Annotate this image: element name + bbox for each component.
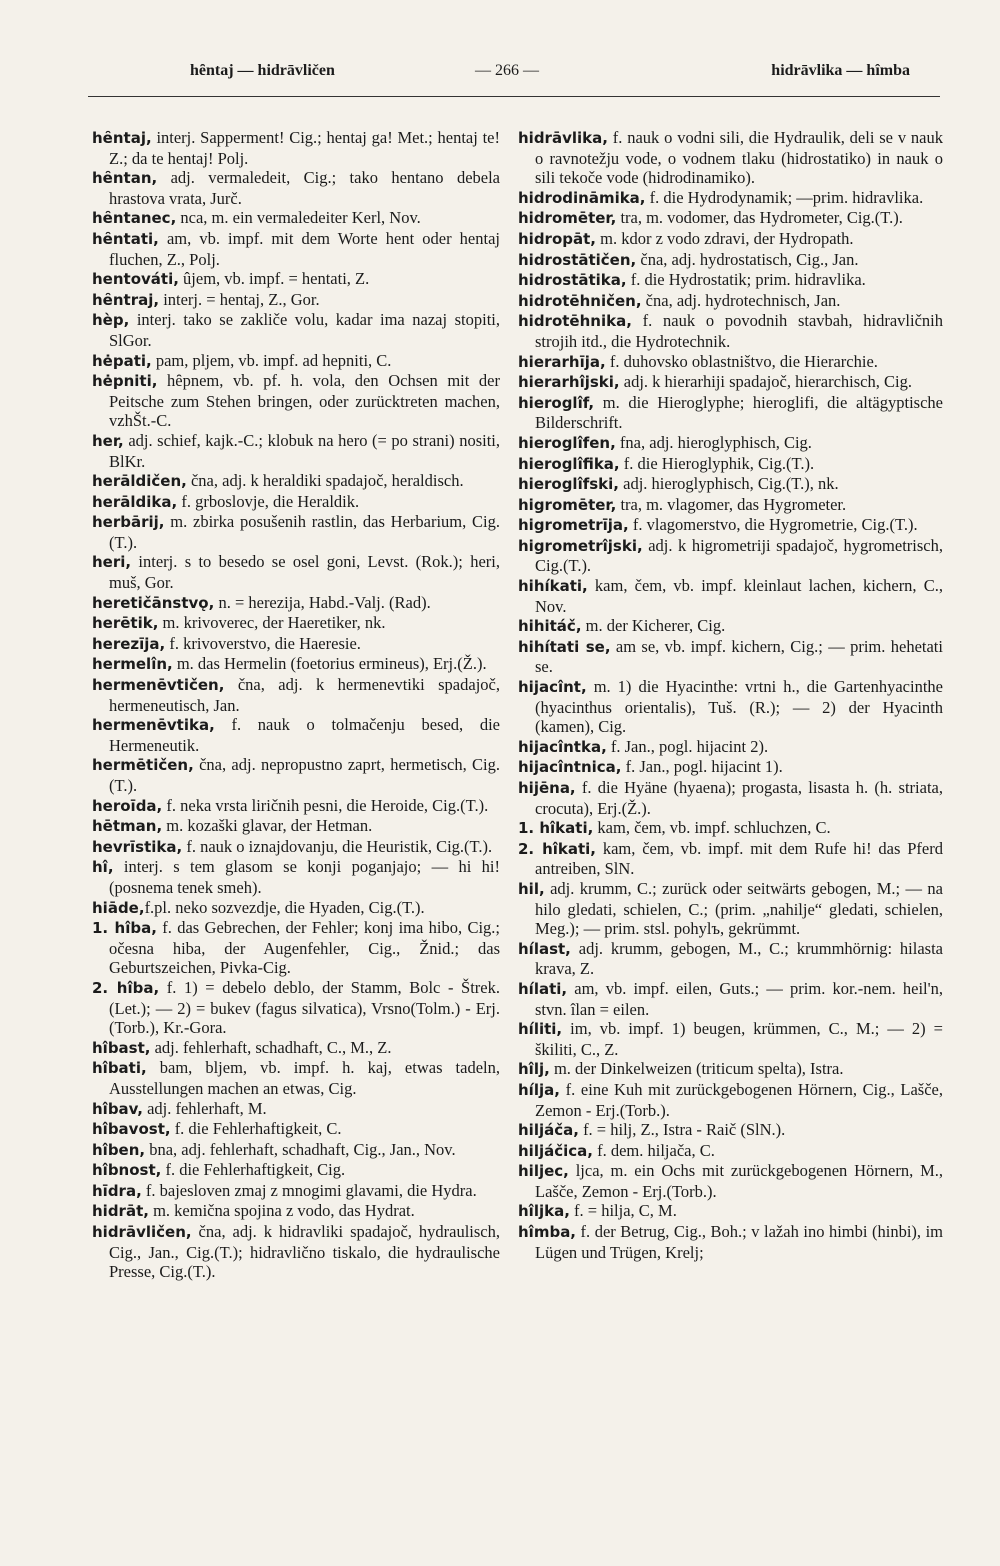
entry-headword: hidromēter, (518, 209, 617, 228)
entry-definition: adj. vermaledeit, Cig.; tako hentano debela hrastova vrata, Jurč. (109, 168, 500, 208)
entry-definition: f. das Gebrechen, der Fehler; konj ima hibo, Cig.; očesna hiba, der Augenfehler, Cig., Žnid.; das Geburtszeichen, Pivka-Cig. (109, 918, 500, 978)
entry-headword: hihitáč, (518, 617, 582, 636)
page-header (90, 62, 940, 88)
entry-definition: f. 1) = debelo deblo, der Stamm, Bolc - Štrek.(Let.); — 2) = bukev (fagus silvatica), Vrsno(Tolm.) - Erj.(Torb.), Kr.-Gora. (109, 977, 500, 1038)
dictionary-entry (518, 372, 943, 393)
dictionary-entry (92, 978, 500, 1038)
entry-definition: m. 1) die Hyacinthe: vrtni h., die Gartenhyacinthe (hyacinthus orientalis), Tuš. (R.); — 2) der Hyacinth (kamen), Cig. (535, 677, 943, 737)
entry-headword: herāldika, (92, 492, 178, 511)
entry-headword: hîmba, (518, 1223, 577, 1242)
entry-headword: hèp, (92, 311, 130, 330)
dictionary-entry (518, 839, 943, 879)
dictionary-entry (518, 433, 943, 454)
dictionary-entry (92, 1038, 500, 1059)
entry-definition: ljca, m. ein Ochs mit zurückgebogenen Hörnern, M., Lašče, Zemon - Erj.(Torb.). (535, 1161, 943, 1201)
entry-headword: hieroglîfen, (518, 433, 616, 452)
entry-headword: hierarhîjski, (518, 373, 620, 392)
dictionary-entry (92, 918, 500, 978)
dictionary-entry (518, 250, 943, 271)
entry-headword: hierarhīja, (518, 352, 606, 371)
dictionary-entry (92, 634, 500, 655)
entry-definition: f. neka vrsta liričnih pesni, die Heroide, Cig.(T.). (162, 795, 489, 815)
entry-headword: hîlj, (518, 1060, 550, 1079)
dictionary-entry (92, 1181, 500, 1202)
entry-headword: hermenēvtičen, (92, 676, 225, 695)
entry-definition: f. die Fehlerhaftigkeit, C. (170, 1119, 342, 1139)
dictionary-entry (518, 939, 943, 979)
dictionary-entry (92, 654, 500, 675)
dictionary-entry (92, 269, 500, 290)
dictionary-entry (92, 208, 500, 229)
entry-definition: adj. fehlerhaft, schadhaft, C., M., Z. (150, 1037, 392, 1057)
dictionary-entry (518, 474, 943, 495)
entry-headword: herbārij, (92, 513, 165, 532)
entry-headword: hiljáča, (518, 1121, 579, 1140)
entry-definition: n. = herezija, Habd.-Valj. (Rad). (214, 592, 431, 612)
dictionary-entry (92, 310, 500, 350)
entry-headword: hîbnost, (92, 1161, 162, 1180)
entry-headword: hevrīstika, (92, 837, 183, 856)
dictionary-entry (92, 1160, 500, 1181)
entry-definition: m. die Hieroglyphe; hieroglifi, die altägyptische Bilderschrift. (535, 392, 943, 433)
dictionary-entry (518, 515, 943, 536)
entry-definition: f. eine Kuh mit zurückgebogenen Hörnern, Cig., Lašče, Zemon - Erj.(Torb.). (535, 1079, 943, 1120)
dictionary-entry (518, 1161, 943, 1201)
entry-headword: hȇntan, (92, 169, 158, 188)
entry-definition: bna, adj. fehlerhaft, schadhaft, Cig., Jan., Nov. (145, 1139, 456, 1159)
entry-definition: kam, čem, vb. impf. schluchzen, C. (593, 818, 831, 838)
entry-definition: čna, adj. k hidravliki spadajoč, hydraulisch, Cig., Jan., Cig.(T.); hidravlično tiskalo, die hydraulische Presse, Cig.(T.). (109, 1222, 500, 1282)
entry-definition: interj. Sapperment! Cig.; hentaj ga! Met.; hentaj te! Z.; da te hentaj! Polj. (109, 128, 500, 168)
dictionary-entry (518, 576, 943, 616)
dictionary-entry (518, 270, 943, 291)
dictionary-entry (518, 677, 943, 737)
dictionary-entry (92, 675, 500, 715)
entry-definition: nca, m. ein vermaledeiter Kerl, Nov. (176, 208, 421, 228)
entry-definition: f. die Fehlerhaftigkeit, Cig. (161, 1160, 346, 1180)
dictionary-entry (92, 796, 500, 817)
dictionary-entry (518, 536, 943, 576)
entry-headword: hil, (518, 879, 545, 898)
dictionary-entry (92, 168, 500, 208)
entry-definition: f.pl. neko sozvezdje, die Hyaden, Cig.(T.). (144, 897, 425, 917)
dictionary-entry (518, 1059, 943, 1080)
dictionary-entry (92, 512, 500, 552)
entry-definition: interj. s tem glasom se konji poganjajo; — hi hi! (posnema tenek smeh). (109, 857, 500, 897)
entry-headword: hílast, (518, 939, 571, 958)
entry-headword: hidrostātičen, (518, 250, 637, 269)
dictionary-entry (518, 737, 943, 758)
entry-headword: hiljec, (518, 1162, 569, 1181)
entry-definition: f. Jan., pogl. hijacint 1). (621, 757, 783, 777)
entry-headword: hîben, (92, 1140, 146, 1159)
dictionary-entry (92, 1140, 500, 1161)
dictionary-entry (92, 492, 500, 513)
dictionary-entry (92, 431, 500, 471)
entry-definition: fna, adj. hieroglyphisch, Cig. (615, 432, 812, 452)
dictionary-entry (518, 495, 943, 516)
entry-definition: f. nauk o vodni sili, die Hydraulik, deli se v nauk o ravnotežju vode, o vodnem tlaku (hidrostatiko) in nauk o sili tekoče vode (hidrodinamiko). (535, 128, 943, 188)
entry-headword: hermelîn, (92, 655, 173, 674)
entry-headword: hidropāt, (518, 229, 596, 248)
entry-definition: ûjem, vb. impf. = hentati, Z. (178, 269, 370, 289)
entry-headword: hermenēvtika, (92, 716, 215, 735)
entry-headword: herētik, (92, 614, 159, 633)
dictionary-entry (92, 471, 500, 492)
entry-definition: adj. k hierarhiji spadajoč, hierarchisch, Cig. (619, 372, 912, 392)
entry-headword: higromēter, (518, 495, 617, 514)
dictionary-entry (92, 1058, 500, 1098)
entry-headword: hidrodināmika, (518, 188, 646, 207)
entry-headword: hȇntaj, (92, 129, 152, 147)
entry-definition: tra, m. vlagomer, das Hygrometer. (616, 494, 847, 514)
entry-headword: hijacîntka, (518, 737, 607, 756)
entry-definition: f. nauk o povodnih stavbah, hidravličnih strojih itd., die Hydrotechnik. (535, 311, 943, 351)
dictionary-entry (518, 778, 943, 818)
dictionary-entry (92, 371, 500, 431)
entry-definition: m. kdor z vodo zdravi, der Hydropath. (596, 228, 854, 248)
entry-headword: hílja, (518, 1080, 560, 1099)
dictionary-entry (518, 1201, 943, 1222)
entry-headword: hîbav, (92, 1099, 143, 1118)
dictionary-entry (92, 837, 500, 858)
dictionary-entry (518, 818, 943, 839)
dictionary-entry (92, 715, 500, 755)
entry-definition: f. bajesloven zmaj z mnogimi glavami, die Hydra. (141, 1180, 477, 1200)
dictionary-entry (92, 1119, 500, 1140)
entry-definition: f. nauk o tolmačenju besed, die Hermeneutik. (109, 715, 500, 755)
entry-definition: m. das Hermelin (foetorius ermineus), Erj.(Ž.). (172, 654, 487, 674)
entry-definition: m. der Kicherer, Cig. (581, 616, 726, 636)
dictionary-entry (92, 290, 500, 311)
entry-definition: adj. schief, kajk.-C.; klobuk na hero (= po strani) nositi, BlKr. (109, 430, 500, 471)
entry-headword: híliti, (518, 1020, 563, 1039)
entry-headword: higrometrîjski, (518, 536, 643, 555)
entry-definition: hȇpnem, vb. pf. h. vola, den Ochsen mit der Peitsche zum Stehen bringen, oder zurücktreten machen, vzhŠt.-C. (109, 371, 500, 431)
dictionary-entry (92, 1201, 500, 1222)
dictionary-entry (92, 552, 500, 592)
entry-headword: heretičānstvǫ, (92, 593, 215, 612)
dictionary-entry (92, 128, 500, 168)
entry-headword: hidrotēhničen, (518, 291, 642, 310)
entry-headword: hȇntraj, (92, 290, 160, 309)
entry-headword: 2. hîkati, (518, 839, 596, 858)
entry-definition: m. kozaški glavar, der Hetman. (162, 816, 373, 836)
entry-definition: pam, pljem, vb. impf. ad hepniti, C. (151, 350, 392, 370)
dictionary-entry (92, 229, 500, 269)
header-right-guideword: hidrāvlika — hîmba (771, 62, 910, 79)
entry-headword: hiljáčica, (518, 1141, 593, 1160)
dictionary-entry (518, 979, 943, 1019)
dictionary-entry (92, 1099, 500, 1120)
entry-headword: hijacîntnica, (518, 758, 622, 777)
entry-definition: čna, adj. nepropustno zaprt, hermetisch, Cig.(T.). (109, 755, 500, 795)
entry-definition: f. = hilja, C, M. (569, 1201, 677, 1221)
entry-headword: hidrostātika, (518, 271, 627, 290)
entry-headword: 1. hîba, (92, 919, 157, 938)
entry-headword: hėpniti, (92, 372, 158, 391)
entry-definition: f. die Hyäne (hyaena); progasta, lisasta h. (h. striata, crocuta), Erj.(Ž.). (535, 778, 943, 818)
entry-definition: kam, čem, vb. impf. mit dem Rufe hi! das Pferd antreiben, SlN. (535, 838, 943, 879)
entry-definition: f. vlagomerstvo, die Hygrometrie, Cig.(T.). (628, 515, 918, 535)
dictionary-entry (92, 613, 500, 634)
dictionary-entry (518, 1019, 943, 1059)
entry-headword: hieroglîfski, (518, 475, 619, 494)
entry-definition: m. der Dinkelweizen (triticum spelta), Istra. (549, 1059, 844, 1079)
entry-definition: interj. tako se zakliče volu, kadar ima nazaj stopiti, SlGor. (109, 310, 500, 350)
dictionary-entry (518, 311, 943, 351)
dictionary-entry (518, 616, 943, 637)
dictionary-entry (92, 857, 500, 897)
dictionary-entry (518, 393, 943, 433)
entry-definition: f. die Hieroglyphik, Cig.(T.). (619, 453, 815, 473)
left-column (92, 128, 500, 1282)
entry-headword: herāldičen, (92, 472, 187, 491)
dictionary-entry (518, 879, 943, 939)
entry-headword: hētman, (92, 817, 163, 836)
entry-headword: 1. hîkati, (518, 819, 594, 838)
entry-headword: hȇntati, (92, 229, 159, 248)
entry-headword: hidrāvličen, (92, 1223, 192, 1242)
entry-headword: hijacînt, (518, 678, 587, 697)
entry-definition: f. krivoverstvo, die Haeresie. (165, 633, 361, 653)
entry-definition: adj. hieroglyphisch, Cig.(T.), nk. (619, 474, 839, 494)
dictionary-entry (92, 816, 500, 837)
entry-headword: hermētičen, (92, 756, 194, 775)
entry-definition: am, vb. impf. eilen, Guts.; — prim. kor.-nem. heil'n, stvn. îlan = eilen. (535, 978, 943, 1019)
entry-headword: hȇntanec, (92, 209, 177, 228)
dictionary-entry (518, 1222, 943, 1262)
entry-definition: kam, čem, vb. impf. kleinlaut lachen, kichern, C., Nov. (535, 576, 943, 616)
entry-definition: čna, adj. hydrostatisch, Cig., Jan. (636, 249, 859, 269)
entry-definition: am se, vb. impf. kichern, Cig.; — prim. hehetati se. (535, 636, 943, 677)
entry-definition: f. nauk o iznajdovanju, die Heuristik, Cig.(T.). (182, 836, 493, 856)
entry-definition: m. kemična spojina z vodo, das Hydrat. (148, 1201, 415, 1221)
entry-definition: f. grboslovje, die Heraldik. (177, 491, 360, 511)
dictionary-entry (518, 1141, 943, 1162)
dictionary-entry (518, 454, 943, 475)
dictionary-entry (518, 637, 943, 677)
entry-definition: f. Jan., pogl. hijacint 2). (606, 736, 769, 756)
entry-definition: interj. s to besedo se osel goni, Levst. (Rok.); heri, muš, Gor. (109, 552, 500, 593)
entry-definition: m. zbirka posušenih rastlin, das Herbarium, Cig.(T.). (109, 512, 500, 552)
entry-headword: hîljka, (518, 1202, 570, 1221)
entry-headword: hî, (92, 858, 114, 877)
right-column (518, 128, 943, 1262)
entry-definition: m. krivoverec, der Haeretiker, nk. (158, 613, 386, 633)
entry-headword: hiāde, (92, 898, 145, 917)
entry-headword: hihíkati, (518, 577, 588, 596)
entry-headword: hieroglîfika, (518, 454, 620, 473)
dictionary-entry (92, 593, 500, 614)
entry-headword: hijēna, (518, 779, 576, 797)
dictionary-entry (92, 755, 500, 795)
dictionary-entry (92, 898, 500, 919)
entry-headword: herezīja, (92, 634, 166, 653)
entry-definition: f. dem. hiljača, C. (592, 1140, 715, 1160)
entry-definition: adj. fehlerhaft, M. (142, 1098, 267, 1118)
page-number: — 266 — (475, 62, 539, 79)
header-rule (88, 96, 940, 97)
entry-definition: tra, m. vodomer, das Hydrometer, Cig.(T.). (616, 208, 903, 228)
entry-definition: f. die Hydrostatik; prim. hidravlika. (626, 270, 866, 290)
entry-headword: her, (92, 431, 124, 450)
entry-headword: hīdra, (92, 1181, 142, 1200)
entry-headword: hentováti, (92, 270, 179, 289)
entry-definition: adj. k higrometriji spadajoč, hygrometrisch, Cig.(T.). (535, 535, 943, 576)
entry-definition: f. = hilj, Z., Istra - Raič (SlN.). (578, 1120, 786, 1140)
entry-definition: am, vb. impf. mit dem Worte hent oder hentaj fluchen, Z., Polj. (109, 228, 500, 269)
dictionary-entry (92, 351, 500, 372)
dictionary-entry (518, 291, 943, 312)
entry-definition: f. der Betrug, Cig., Boh.; v lažah ino himbi (hinbi), im Lügen und Trügen, Krelj; (535, 1222, 943, 1262)
entry-definition: f. duhovsko oblastništvo, die Hierarchie. (605, 351, 878, 371)
dictionary-entry (518, 128, 943, 188)
entry-definition: čna, adj. k hermenevtiki spadajoč, hermeneutisch, Jan. (109, 675, 500, 715)
dictionary-entry (92, 1222, 500, 1282)
dictionary-entry (518, 1080, 943, 1120)
dictionary-entry (518, 229, 943, 250)
entry-headword: hílati, (518, 979, 568, 998)
entry-definition: f. die Hydrodynamik; —prim. hidravlika. (645, 187, 924, 207)
entry-headword: hieroglîf, (518, 393, 595, 412)
entry-headword: 2. hîba, (92, 978, 160, 997)
entry-headword: hihítati se, (518, 637, 611, 656)
entry-definition: interj. = hentaj, Z., Gor. (159, 289, 320, 309)
entry-headword: hėpati, (92, 351, 152, 370)
entry-definition: im, vb. impf. 1) beugen, krümmen, C., M.; — 2) = škiliti, C., Z. (535, 1019, 943, 1059)
entry-headword: hidrāvlika, (518, 129, 608, 147)
dictionary-entry (518, 757, 943, 778)
entry-headword: hîbast, (92, 1038, 151, 1057)
entry-definition: čna, adj. k heraldiki spadajoč, heraldisch. (186, 471, 464, 491)
entry-definition: adj. krumm, C.; zurück oder seitwärts gebogen, M.; — na hilo gledati, schielen, C.; (prim. „nahilje“ gledati, schielen, Meg.); — prim. stsl. pohylъ, gekrümmt. (535, 878, 943, 939)
entry-definition: adj. krumm, gebogen, M., C.; krummhörnig: hilasta krava, Z. (535, 938, 943, 979)
dictionary-entry (518, 1120, 943, 1141)
entry-headword: higrometrīja, (518, 516, 629, 535)
entry-headword: hidrāt, (92, 1202, 149, 1221)
header-left-guideword: hȇntaj — hidrāvličen (190, 62, 335, 79)
entry-definition: čna, adj. hydrotechnisch, Jan. (641, 290, 841, 310)
dictionary-entry (518, 188, 943, 209)
dictionary-entry (518, 352, 943, 373)
entry-definition: bam, bljem, vb. impf. h. kaj, etwas tadeln, Ausstellungen machen an etwas, Cig. (109, 1058, 500, 1098)
entry-headword: heroīda, (92, 796, 163, 815)
dictionary-entry (518, 208, 943, 229)
entry-headword: hidrotēhnika, (518, 312, 632, 331)
entry-headword: hîbati, (92, 1059, 147, 1078)
entry-headword: heri, (92, 553, 132, 572)
entry-headword: hîbavost, (92, 1120, 171, 1139)
